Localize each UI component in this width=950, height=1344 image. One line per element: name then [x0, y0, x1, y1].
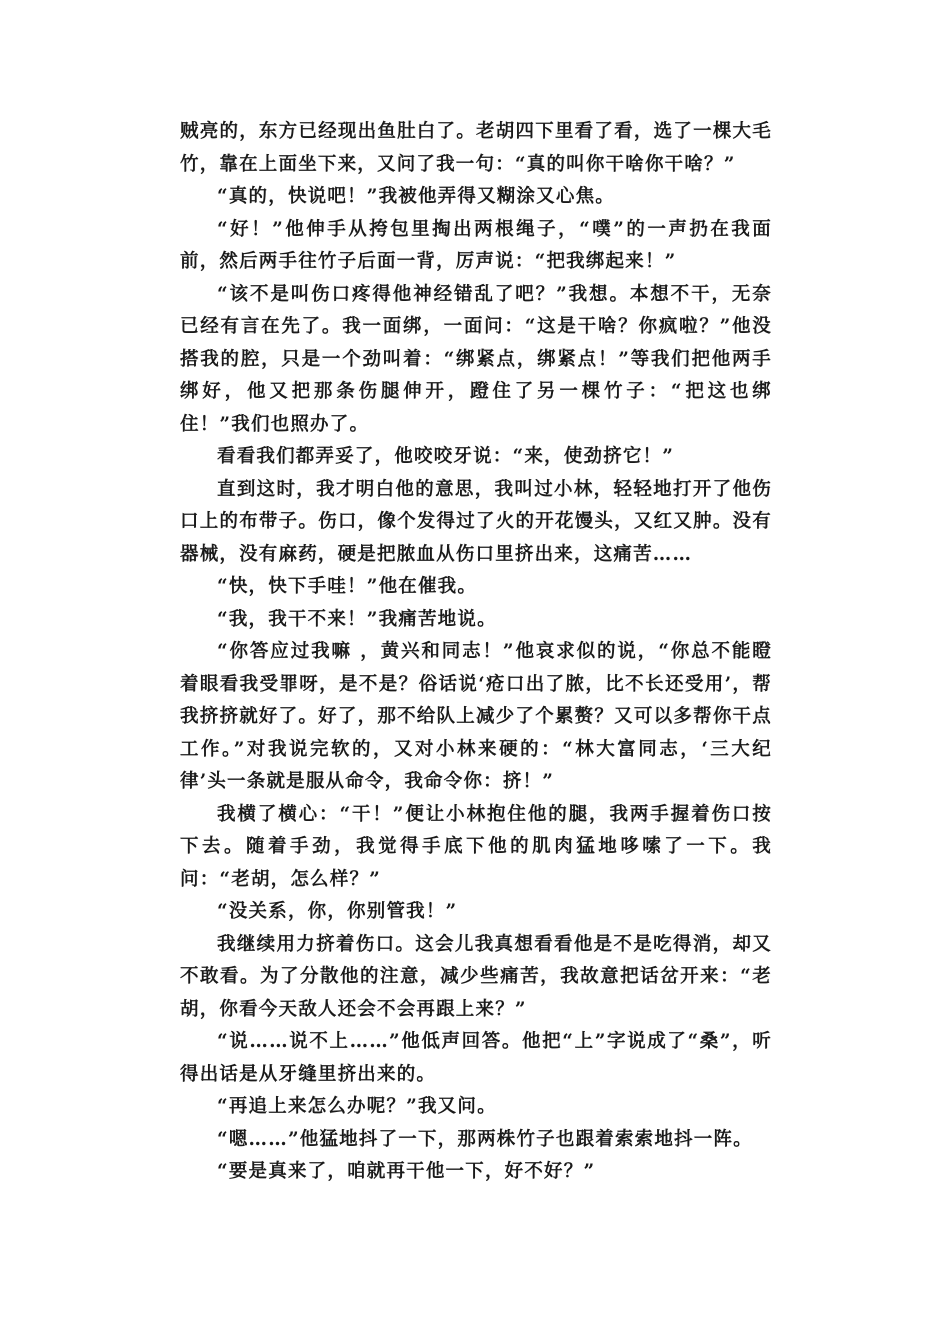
paragraph-12: 我继续用力挤着伤口。这会儿我真想看看他是不是吃得消，却又不敢看。为了分散他的注意，减少些痛苦，我故意把话岔开来：“老胡，你看今天敌人还会不会再跟上来？” [180, 933, 772, 1020]
paragraph-7: “快，快下手哇！”他在催我。 [217, 576, 478, 597]
paragraph-9: “你答应过我嘛 ，黄兴和同志！”他哀求似的说，“你总不能瞪着眼看我受罪呀，是不是？俗话说‘疮口出了脓，比不长还受用’，帮我挤挤就好了。好了，那不给队上减少了个累赘？又可以多帮你干点工作。”对我说完软的，又对小林来硬的：“林大富同志，‘三大纪律’头一条就是服从命令，我命令你：挤！” [180, 641, 772, 792]
paragraph-10: 我横了横心：“干！”便让小林抱住他的腿，我两手握着伤口按下去。随着手劲，我觉得手底下他的肌肉猛地哆嗦了一下。我问：“老胡，怎么样？” [180, 803, 772, 890]
paragraph-3: “好！”他伸手从挎包里掏出两根绳子，“噗”的一声扔在我面前，然后两手往竹子后面一背，厉声说：“把我绑起来！” [180, 218, 772, 272]
paragraph-11: “没关系，你，你别管我！” [217, 901, 458, 922]
paragraph-6: 直到这时，我才明白他的意思，我叫过小林，轻轻地打开了他伤口上的布带子。伤口，像个发得过了火的开花馒头，又红又肿。没有器械，没有麻药，硬是把脓血从伤口里挤出来，这痛苦…… [180, 478, 772, 565]
paragraph-13: “说……说不上……”他低声回答。他把“上”字说成了“桑”，听得出话是从牙缝里挤出来的。 [180, 1031, 772, 1085]
paragraph-5: 看看我们都弄妥了，他咬咬牙说：“来，使劲挤它！” [217, 446, 675, 467]
paragraph-8: “我，我干不来！”我痛苦地说。 [217, 608, 497, 630]
paragraph-4: “该不是叫伤口疼得他神经错乱了吧？”我想。本想不干，无奈已经有言在先了。我一面绑，一面问：“这是干啥？你疯啦？”他没搭我的腔，只是一个劲叫着：“绑紧点，绑紧点！”等我们把他两手绑好，他又把那条伤腿伸开，蹬住了另一棵竹子：“把这也绑住！”我们也照办了。 [180, 283, 772, 435]
document-page [180, 116, 772, 1189]
paragraph-1: 贼亮的，东方已经现出鱼肚白了。老胡四下里看了看，选了一棵大毛竹，靠在上面坐下来，又问了我一句：“真的叫你干啥你干啥？” [180, 121, 772, 175]
paragraph-14: “再追上来怎么办呢？”我又问。 [217, 1096, 497, 1117]
paragraph-16: “要是真来了，咱就再干他一下，好不好？” [217, 1161, 596, 1182]
paragraph-15: “嗯……”他猛地抖了一下，那两株竹子也跟着索索地抖一阵。 [217, 1128, 753, 1150]
paragraph-2: “真的，快说吧！”我被他弄得又糊涂又心焦。 [217, 186, 615, 207]
